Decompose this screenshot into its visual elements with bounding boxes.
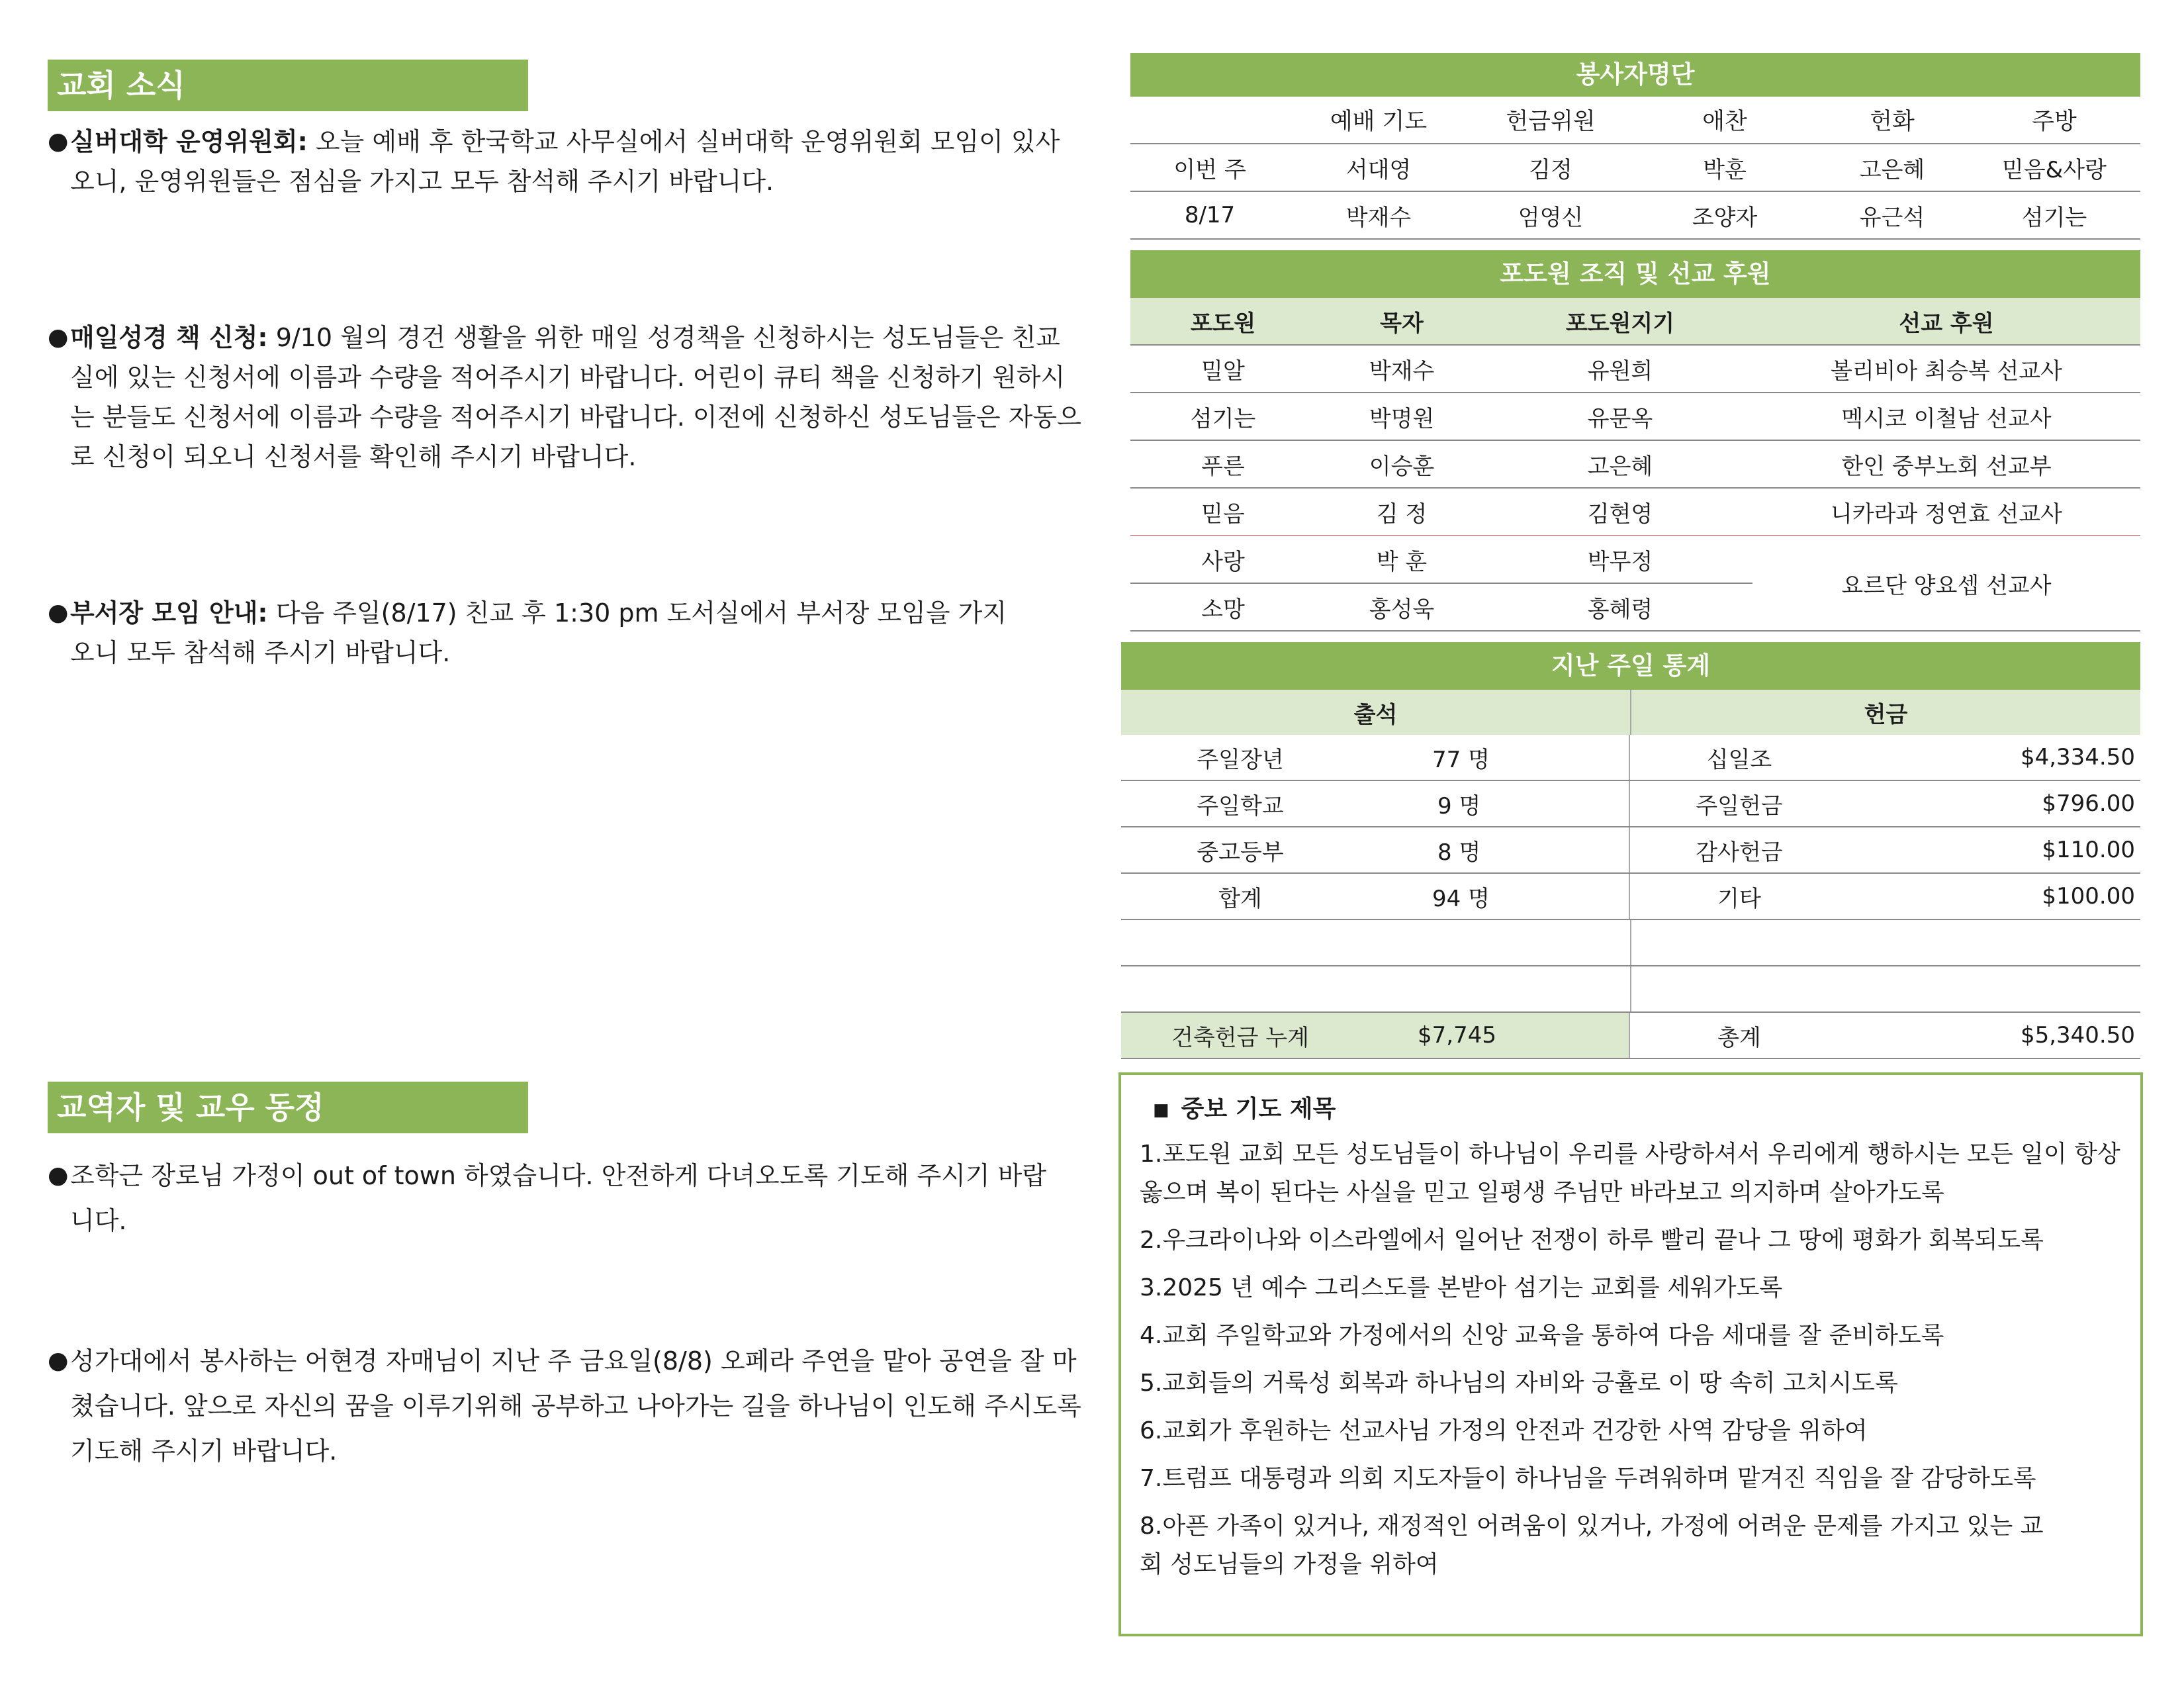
total-value: $5,340.50 xyxy=(2020,1022,2135,1049)
cell: 주일헌금 xyxy=(1696,792,1783,820)
header-cell: 예배 기도 xyxy=(1330,109,1428,135)
cell: 밀알 xyxy=(1201,357,1245,385)
bullet-icon: ● xyxy=(48,1347,69,1374)
cell: 박훈 xyxy=(1703,156,1747,183)
empty-cell xyxy=(1631,920,2140,965)
building-fund-value: $7,745 xyxy=(1359,1013,1630,1058)
cell: 한인 중부노회 선교부 xyxy=(1841,453,2052,480)
header-cell: 주방 xyxy=(2032,109,2077,135)
cell: 박재수 xyxy=(1345,204,1412,231)
merged-support-cell: 요르단 양요셉 선교사 xyxy=(1841,572,2052,599)
members-section-title: 교역자 및 교우 동정 xyxy=(48,1082,528,1133)
table-row xyxy=(1130,584,1752,630)
table-row xyxy=(1130,441,2140,489)
cell: 김정 xyxy=(1529,156,1572,183)
cell: $100.00 xyxy=(2042,883,2135,910)
cell: 멕시코 이철남 선교사 xyxy=(1841,405,2052,432)
news-item xyxy=(48,318,1083,477)
members-item xyxy=(48,1153,1069,1243)
table-row xyxy=(1130,192,2140,240)
cell: 유원희 xyxy=(1587,357,1653,385)
cell: 홍성욱 xyxy=(1369,596,1435,623)
news-item-text: 다음 주일(8/17) 친교 후 1:30 pm 도서실에서 부서장 모임을 가지오니 모두 참석해 주시기 바랍니다. xyxy=(70,598,1007,667)
table-row xyxy=(1130,536,1752,584)
header-cell xyxy=(1130,97,1289,143)
volunteers-table xyxy=(1130,53,2140,240)
volunteers-header-row xyxy=(1130,97,2140,144)
members-item-text: 조학근 장로님 가정이 out of town 하였습니다. 안전하게 다녀오도록 기도해 주시기 바랍니다. xyxy=(70,1161,1047,1235)
cell: 십일조 xyxy=(1706,746,1772,773)
empty-cell xyxy=(1121,920,1631,965)
news-section-title: 교회 소식 xyxy=(48,60,528,111)
cell: 김현영 xyxy=(1587,500,1653,528)
cell: $110.00 xyxy=(2042,837,2135,863)
table-row xyxy=(1121,827,2140,874)
cell: 주일장년 xyxy=(1197,746,1284,773)
members-item xyxy=(48,1338,1089,1474)
cell: 박재수 xyxy=(1369,357,1435,385)
bullet-icon: ● xyxy=(48,599,69,626)
merged-rows-left xyxy=(1130,536,1752,630)
cell: 조양자 xyxy=(1692,204,1758,231)
square-bullet-icon: ■ xyxy=(1153,1100,1169,1120)
cell: 박명원 xyxy=(1369,405,1435,432)
cell: 섬기는 xyxy=(2021,204,2087,231)
cell: 합계 xyxy=(1218,885,1262,912)
attendance-header: 출석 xyxy=(1121,690,1631,735)
news-item-text: 9/10 월의 경건 생활을 위한 매일 성경책을 신청하시는 성도님들은 친교실에 있는 신청서에 이름과 수량을 적어주시기 바랍니다. 어린이 큐티 책을 신청하기 원하시는 분들도 신청서에 이름과 수량을 적어주시기 바랍니다. 이전에 신청하신 성도님들은 자동으로 신청이 되오니 신청서를 확인해 주시기 바랍니다. xyxy=(70,323,1081,471)
cell: 박무정 xyxy=(1587,548,1653,575)
header-cell: 선교 후원 xyxy=(1899,310,1994,337)
news-item-heading: 부서장 모임 안내: xyxy=(70,598,268,628)
cell: 섬기는 xyxy=(1190,405,1256,432)
cell: 엄영신 xyxy=(1518,204,1584,231)
cell: 니카라과 정연효 선교사 xyxy=(1830,500,2063,528)
members-list xyxy=(48,1153,1081,1474)
stats-header-row xyxy=(1121,690,2140,735)
merged-rows xyxy=(1130,536,2140,632)
header-cell: 포도원지기 xyxy=(1565,310,1675,337)
cell: 기타 xyxy=(1717,885,1761,912)
left-column xyxy=(48,60,1081,1474)
cell: $796.00 xyxy=(2042,790,2135,817)
cell: 8/17 xyxy=(1184,202,1236,228)
cell: 사랑 xyxy=(1201,548,1245,575)
prayer-item: 8.아픈 가족이 있거나, 재정적인 어려움이 있거나, 가정에 어려운 문제를 가지고 있는 교회 성도님들의 가정을 위하여 xyxy=(1140,1513,2044,1578)
stats-title: 지난 주일 통계 xyxy=(1121,642,2140,690)
prayer-item: 6.교회가 후원하는 선교사님 가정의 안전과 건강한 사역 감당을 위하여 xyxy=(1140,1417,1868,1444)
prayer-item: 1.포도원 교회 모든 성도님들이 하나님이 우리를 사랑하셔서 우리에게 행하시는 모든 일이 항상 옳으며 복이 된다는 사실을 믿고 일평생 주님만 바라보고 의지하며 살아가도록 xyxy=(1140,1141,2120,1206)
table-row xyxy=(1121,874,2140,920)
news-item xyxy=(48,593,1017,673)
building-fund-label: 건축헌금 누계 xyxy=(1121,1013,1359,1058)
organization-header-row xyxy=(1130,298,2140,346)
cell: $4,334.50 xyxy=(2020,744,2135,771)
cell: 믿음 xyxy=(1201,500,1245,528)
bullet-icon: ● xyxy=(48,324,69,351)
header-cell: 포도원 xyxy=(1190,310,1256,337)
table-row xyxy=(1130,489,2140,536)
cell: 중고등부 xyxy=(1197,839,1284,866)
cell: 믿음&사랑 xyxy=(2002,156,2107,183)
empty-row xyxy=(1121,920,2140,966)
cell: 9 명 xyxy=(1359,781,1630,826)
total-label: 총계 xyxy=(1717,1024,1761,1051)
table-row xyxy=(1121,781,2140,827)
table-row xyxy=(1130,393,2140,441)
cell: 77 명 xyxy=(1359,735,1630,780)
cell: 이승훈 xyxy=(1369,453,1435,480)
header-cell: 헌금위원 xyxy=(1506,109,1596,135)
members-item-text: 성가대에서 봉사하는 어현경 자매님이 지난 주 금요일(8/8) 오페라 주연을 맡아 공연을 잘 마쳤습니다. 앞으로 자신의 꿈을 이루기위해 공부하고 나아가는 길을 하나님이 인도해 주시도록 기도해 주시기 바랍니다. xyxy=(70,1346,1081,1466)
table-row xyxy=(1130,144,2140,192)
cell: 볼리비아 최승복 선교사 xyxy=(1830,357,2063,385)
volunteers-title: 봉사자명단 xyxy=(1130,53,2140,97)
cell: 김 정 xyxy=(1376,500,1428,528)
organization-title: 포도원 조직 및 선교 후원 xyxy=(1130,250,2140,298)
bullet-icon: ● xyxy=(48,1162,69,1189)
stats-total-row xyxy=(1121,1013,2140,1059)
cell: 고은혜 xyxy=(1587,453,1653,480)
cell: 고은혜 xyxy=(1859,156,1925,183)
prayer-title xyxy=(1140,1088,2122,1131)
cell: 푸른 xyxy=(1201,453,1245,480)
news-list xyxy=(48,122,1081,673)
prayer-item: 4.교회 주일학교와 가정에서의 신앙 교육을 통하여 다음 세대를 잘 준비하도록 xyxy=(1140,1322,1944,1349)
empty-cell xyxy=(1121,966,1631,1011)
news-item xyxy=(48,122,1083,201)
bullet-icon: ● xyxy=(48,128,69,155)
cell: 이번 주 xyxy=(1173,156,1246,183)
cell: 8 명 xyxy=(1359,827,1630,872)
empty-row xyxy=(1121,966,2140,1013)
header-cell: 목자 xyxy=(1380,310,1424,337)
cell: 유근석 xyxy=(1859,204,1925,231)
cell: 94 명 xyxy=(1359,874,1630,919)
table-row xyxy=(1130,346,2140,393)
news-item-text: 오늘 예배 후 한국학교 사무실에서 실버대학 운영위원회 모임이 있사오니, 운영위원들은 점심을 가지고 모두 참석해 주시기 바랍니다. xyxy=(70,127,1060,196)
cell: 홍혜령 xyxy=(1587,596,1653,623)
header-cell: 헌화 xyxy=(1870,109,1915,135)
prayer-item: 3.2025 년 예수 그리스도를 본받아 섬기는 교회를 세워가도록 xyxy=(1140,1274,1783,1301)
organization-table xyxy=(1130,250,2140,632)
prayer-title-text: 중보 기도 제목 xyxy=(1181,1096,1336,1123)
prayer-list xyxy=(1140,1135,2122,1584)
cell: 유문옥 xyxy=(1587,405,1653,432)
cell: 감사헌금 xyxy=(1696,839,1783,866)
stats-table xyxy=(1121,642,2140,1059)
prayer-item: 7.트럼프 대통령과 의회 지도자들이 하나님을 두려워하며 맡겨진 직임을 잘 감당하도록 xyxy=(1140,1465,2036,1492)
news-item-heading: 매일성경 책 신청: xyxy=(70,323,268,352)
right-column xyxy=(1121,53,2140,1059)
prayer-item: 5.교회들의 거룩성 회복과 하나님의 자비와 긍휼로 이 땅 속히 고치시도록 xyxy=(1140,1370,1898,1397)
cell: 박 훈 xyxy=(1376,548,1428,575)
table-row xyxy=(1121,735,2140,781)
cell: 서대영 xyxy=(1345,156,1412,183)
news-item-heading: 실버대학 운영위원회: xyxy=(70,127,308,156)
empty-cell xyxy=(1631,966,2140,1011)
header-cell: 애찬 xyxy=(1702,109,1747,135)
prayer-item: 2.우크라이나와 이스라엘에서 일어난 전쟁이 하루 빨리 끝나 그 땅에 평화가 회복되도록 xyxy=(1140,1227,2044,1254)
prayer-box xyxy=(1118,1072,2143,1636)
cell: 주일학교 xyxy=(1197,792,1284,820)
cell: 소망 xyxy=(1201,596,1245,623)
offering-header: 헌금 xyxy=(1631,690,2140,735)
